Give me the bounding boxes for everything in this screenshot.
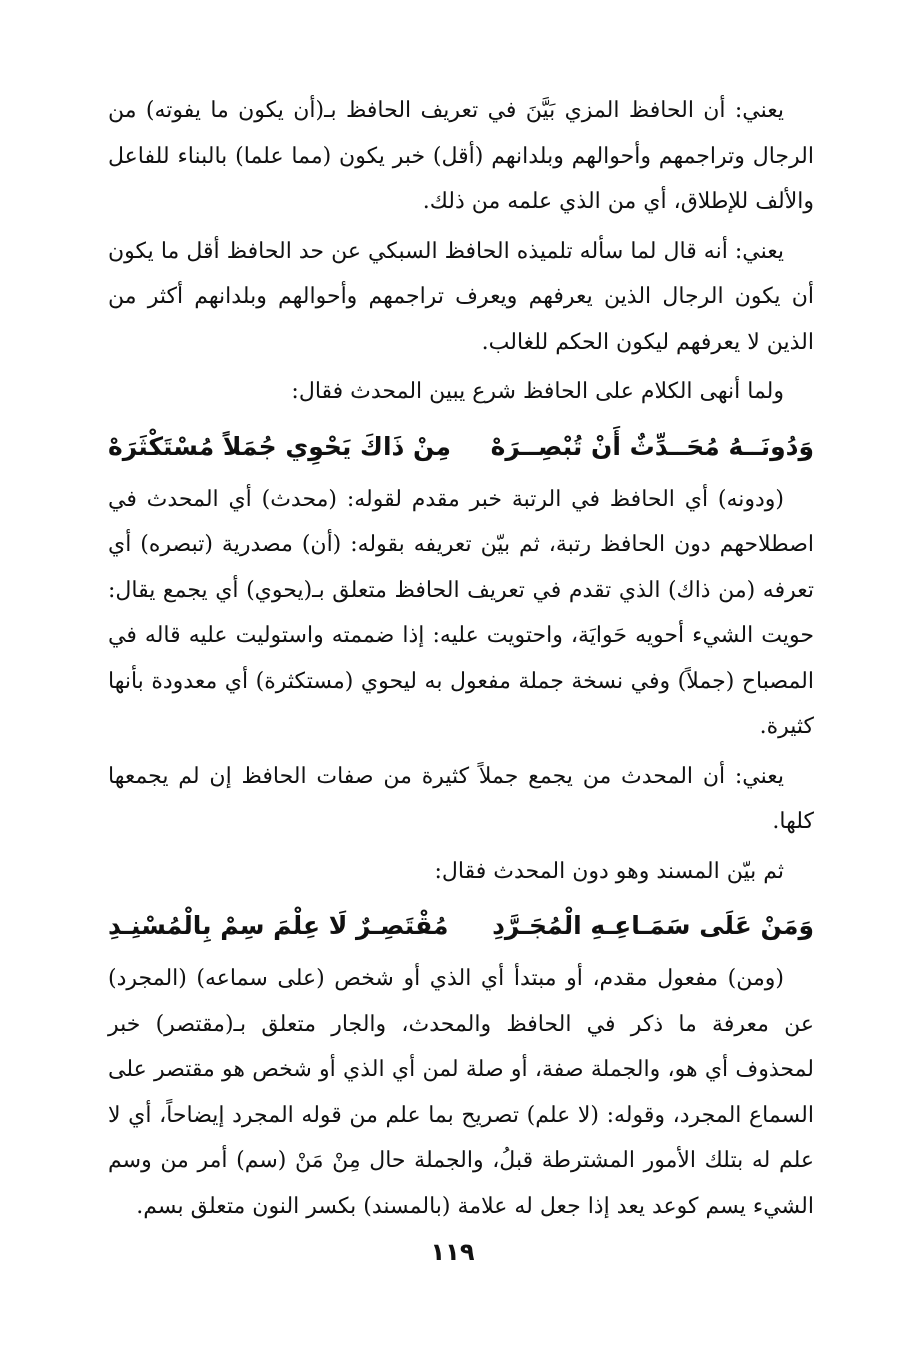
verse-muhaddith — [108, 419, 814, 475]
verse-first-hemistich: وَدُونَــهُ مُحَــدِّثٌ أَنْ تُبْصِــرَهْ — [490, 431, 814, 461]
paragraph-subki-question: يعني: أنه قال لما سأله تلميذه الحافظ السبكي عن حد الحافظ أقل ما يكون أن يكون الرجال الذين يعرفهم ويعرف تراجمهم وأحوالهم وبلدانهم أكثر من الذين لا يعرفهم ليكون الحكم للغالب. — [108, 238, 814, 355]
paragraph-muhaddith-explanation: (ودونه) أي الحافظ في الرتبة خبر مقدم لقوله: (محدث) أي المحدث في اصطلاحهم دون الحافظ رتبة، ثم بيّن تعريفه بقوله: (أن) مصدرية (تبصره) أي تعرفه (من ذاك) الذي تقدم في تعريف الحافظ متعلق بـ(يحوي) أي يجمع يقال: حويت الشيء أحويه حَوايَة، واحتويت عليه: إذا ضممته واستوليت عليه قاله في المصباح (جملاً) وفي نسخة جملة مفعول به ليحوي (مستكثرة) أي معدودة بأنها كثيرة. — [108, 486, 814, 739]
verse-second-hemistich: مُقْتَصِـرٌ لَا عِلْمَ سِمْ بِالْمُسْنِـدِ — [108, 911, 449, 940]
page-number: ١١٩ — [430, 1238, 475, 1266]
paragraph-intro-muhaddith: ولما أنهى الكلام على الحافظ شرع يبين المحدث فقال: — [291, 379, 784, 404]
verse-first-hemistich: وَمَنْ عَلَى سَمَـاعِـهِ الْمُجَـرَّدِ — [492, 911, 814, 940]
paragraph-mizzi-definition: يعني: أن الحافظ المزي بَيَّنَ في تعريف الحافظ بـ(أن يكون ما يفوته) من الرجال وتراجمهم وأحوالهم وبلدانهم (أقل) خبر يكون (مما علما) بالبناء للفاعل والألف للإطلاق، أي من الذي علمه من ذلك. — [108, 98, 814, 214]
verse-second-hemistich: مِنْ ذَاكَ يَحْوِي جُمَلاً مُسْتَكْثَرَهْ — [108, 431, 452, 461]
page-body — [108, 88, 814, 1233]
verse-musnid — [108, 898, 814, 954]
paragraph-intro-musnid: ثم بيّن المسند وهو دون المحدث فقال: — [434, 858, 784, 884]
paragraph-musnid-explanation: (ومن) مفعول مقدم، أو مبتدأ أي الذي أو شخص (على سماعه) (المجرد) عن معرفة ما ذكر في الحافظ والمحدث، والجار متعلق بـ(مقتصر) خبر لمحذوف أي هو، والجملة صفة، أو صلة لمن أي الذي أو شخص هو مقتصر على السماع المجرد، وقوله: (لا علم) تصريح بما علم من قوله المجرد إيضاحاً، أي لا علم له بتلك الأمور المشترطة قبلُ، والجملة حال مِنْ مَنْ (سم) أمر من وسم الشيء يسم كوعد يعد إذا جعل له علامة (بالمسند) بكسر النون متعلق بسم. — [108, 966, 814, 1219]
paragraph-muhaddith-meaning: يعني: أن المحدث من يجمع جملاً كثيرة من صفات الحافظ إن لم يجمعها كلها. — [108, 763, 814, 834]
